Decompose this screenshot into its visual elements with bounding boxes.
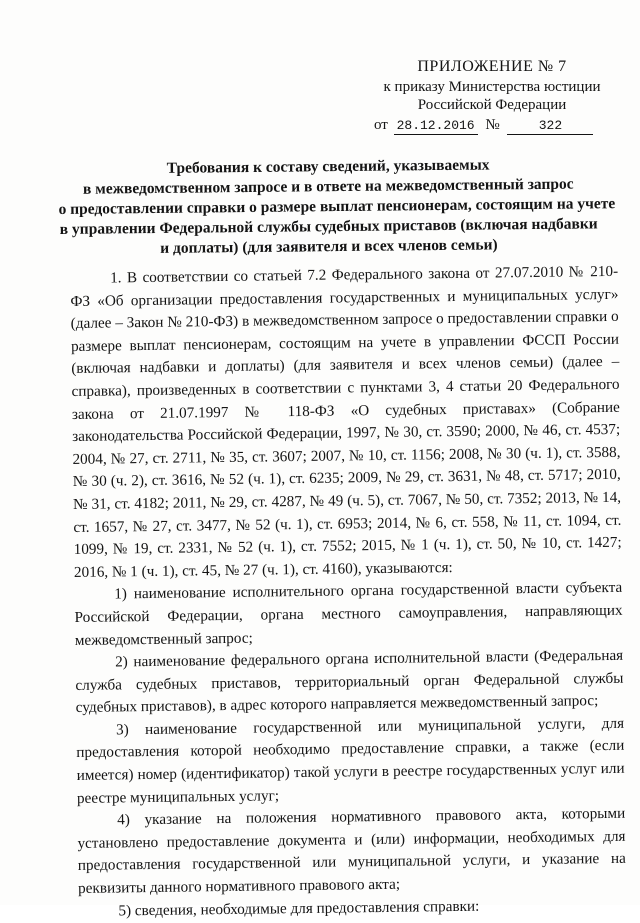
list-item-3: 3) наименование государственной или муниципальной услуги, для предоставления которой необходимо предоставление справки, а также (если имеется) номер (идентификатор) такой услуги в реестре государственных услуг или реестре муниципальных услуг; (76, 714, 625, 807)
order-date: 28.12.2016 (394, 118, 478, 135)
document-heading (58, 154, 616, 260)
appendix-header (372, 58, 612, 135)
number-prefix: № (485, 117, 500, 133)
heading-line: в межведомственном запросе и в ответе на межведомственный запрос (82, 175, 574, 198)
list-item-5: 5) сведения, необходимые для предоставления справки: (118, 897, 480, 920)
heading-line: Требования к составу сведений, указываемых (166, 156, 490, 177)
heading-line: и доплаты) (для заявителя и всех членов семьи) (160, 236, 498, 257)
list-item-1: 1) наименование исполнительного органа государственной власти субъекта Российской Федерации, органа местного самоуправления, направляющих межведомственный запрос; (74, 579, 623, 649)
order-number: 322 (507, 118, 593, 135)
date-prefix: от (374, 117, 388, 133)
appendix-title: ПРИЛОЖЕНИЕ № 7 (417, 58, 567, 75)
document-body (70, 261, 627, 923)
list-item-4: 4) указание на положения нормативного правового акта, которыми установлено предоставление документа и (или) информации, необходимых для предоставления государственной или муниципальной услуги, и указание на реквизиты данного нормативного правового акта; (77, 805, 626, 897)
paragraph-1: 1. В соответствии со статьей 7.2 Федерального закона от 27.07.2010 № 210-ФЗ «Об организации предоставления государственных и муниципальных услуг» (далее – Закон № 210-ФЗ) в межведомственном запросе о предоставлении справки о размере выплат пенсионерам, состоящим на учете в управлении ФССП России (включая надбавки и доплаты) (для заявителя и всех членов семьи) (далее – справка), произведенных в соответствии с пунктами 3, 4 статьи 20 Федерального закона от 21.07.1997 № 118-ФЗ «О судебных приставах» (Собрание законодательства Российской Федерации, 1997, № 30, ст. 3590; 2000, № 46, ст. 4537; 2004, № 27, ст. 2711, № 35, ст. 3607; 2007, № 10, ст. 1156; 2008, № 30 (ч. 1), ст. 3588, № 30 (ч. 2), ст. 3616, № 52 (ч. 1), ст. 6235; 2009, № 29, ст. 3631, № 48, ст. 5717; 2010, № 31, ст. 4182; 2011, № 29, ст. 4287, № 49 (ч. 5), ст. 7067, № 50, ст. 7352; 2013, № 14, ст. 1657, № 27, ст. 3477, № 52 (ч. 1), ст. 6953; 2014, № 6, ст. 558, № 11, ст. 1094, ст. 1099, № 19, ст. 2331, № 52 (ч. 1), ст. 7552; 2015, № 1 (ч. 1), ст. 50, № 10, ст. 1427; 2016, № 1 (ч. 1), ст. 45, № 27 (ч. 1), ст. 4160), указываются: (70, 262, 622, 581)
appendix-order-line: к приказу Министерства юстиции (383, 79, 601, 95)
list-item-2: 2) наименование федерального органа исполнительной власти (Федеральная служба судебных приставов, территориальный орган Федеральной службы судебных приставов), в адрес которого направляется межведомственный запрос; (75, 646, 624, 717)
heading-line: в управлении Федеральной службы судебных приставов (включая надбавки (59, 215, 598, 238)
appendix-ministry-line: Российской Федерации (417, 97, 567, 113)
appendix-date-number-line (372, 116, 612, 135)
heading-line: о предоставлении справки о размере выплат пенсионерам, состоящим на учете (58, 195, 616, 218)
